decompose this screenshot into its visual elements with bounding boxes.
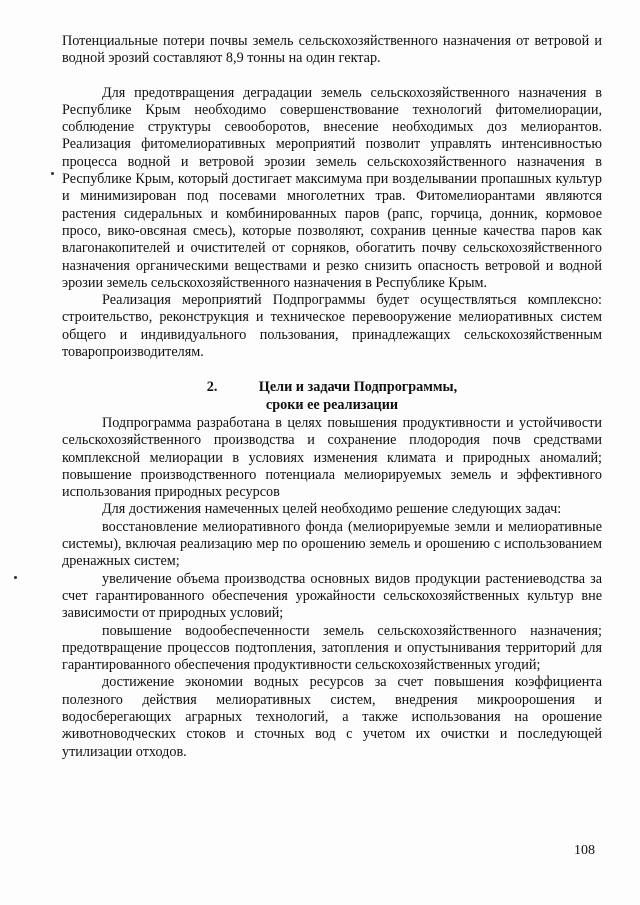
section-heading-line1 [62,379,602,396]
paragraph-implementation: Реализация мероприятий Подпрограммы будет осуществляться комплексно: строительство, реконструкция и техническое перевооружение мелиоративных систем общего и индивидуального пользования, принадлежащих сельскохозяйственным товаропроизводителям. [62,292,602,361]
paragraph-phytomelioration: Для предотвращения деградации земель сельскохозяйственного назначения в Республике Крым необходимо совершенствование технологий фитомелиорации, соблюдение структуры севооборотов, внесение необходимых доз мелиорантов. Реализация фитомелиоративных мероприятий позволит управлять интенсивностью процесса водной и ветровой эрозии земель сельскохозяйственного назначения в Республике Крым, который достигает максимума при возделывании пропашных культур и минимизирован под посевами многолетних трав. Фитомелиорантами являются растения сидеральных и комбинированных паров (рапс, горчица, донник, кормовое просо, вико-овсяная смесь), которые позволяют, сохранив ценные качества паров как влагонакопителей и очистителей от сорняков, обогатить почву сельскохозяйственного назначения органическими веществами и резко снизить опасность ветровой и водной эрозии земель сельскохозяйственного назначения в Республике Крым. [62,84,602,291]
section-number: 2. [206,379,218,396]
section-title-line1: Цели и задачи Подпрограммы, [258,379,458,396]
task-item-restoration: восстановление мелиоративного фонда (мелиорируемые земли и мелиоративные системы), включая реализацию мер по орошению земель и орошению с использованием дренажных систем; [62,518,602,570]
paragraph-erosion-losses: Потенциальные потери почвы земель сельскохозяйственного назначения от ветровой и водной эрозий составляют 8,9 тонны на один гектар. [62,33,602,67]
page-content [62,33,602,761]
scan-speck [51,172,54,175]
section-heading [62,379,602,414]
page-number: 108 [574,843,595,858]
paragraph-goals: Подпрограмма разработана в целях повышения продуктивности и устойчивости сельскохозяйственного производства и сохранение плодородия почв средствами комплексной мелиорации в условиях изменения климата и природных аномалий; повышение производственного потенциала мелиорируемых земель и эффективного использования природных ресурсов [62,414,602,501]
task-item-water-savings: достижение экономии водных ресурсов за счет повышения коэффициента полезного действия мелиоративных систем, внедрения микроорошения и водосберегающих аграрных технологий, а также использования на орошение животноводческих стоков и сточных вод с учетом их очистки и последующей утилизации отходов. [62,674,602,760]
task-item-water-supply: повышение водообеспеченности земель сельскохозяйственного назначения; предотвращение процессов подтопления, затопления и опустынивания территорий для гарантированного обеспечения продуктивности сельскохозяйственных угодий; [62,622,602,674]
paragraph-tasks-intro: Для достижения намеченных целей необходимо решение следующих задач: [102,501,562,518]
task-item-production: увеличение объема производства основных видов продукции растениеводства за счет гарантированного обеспечения урожайности сельскохозяйственных культур вне зависимости от природных условий; [62,570,602,622]
section-title-line2: сроки ее реализации [265,396,399,413]
scan-speck [14,576,17,579]
